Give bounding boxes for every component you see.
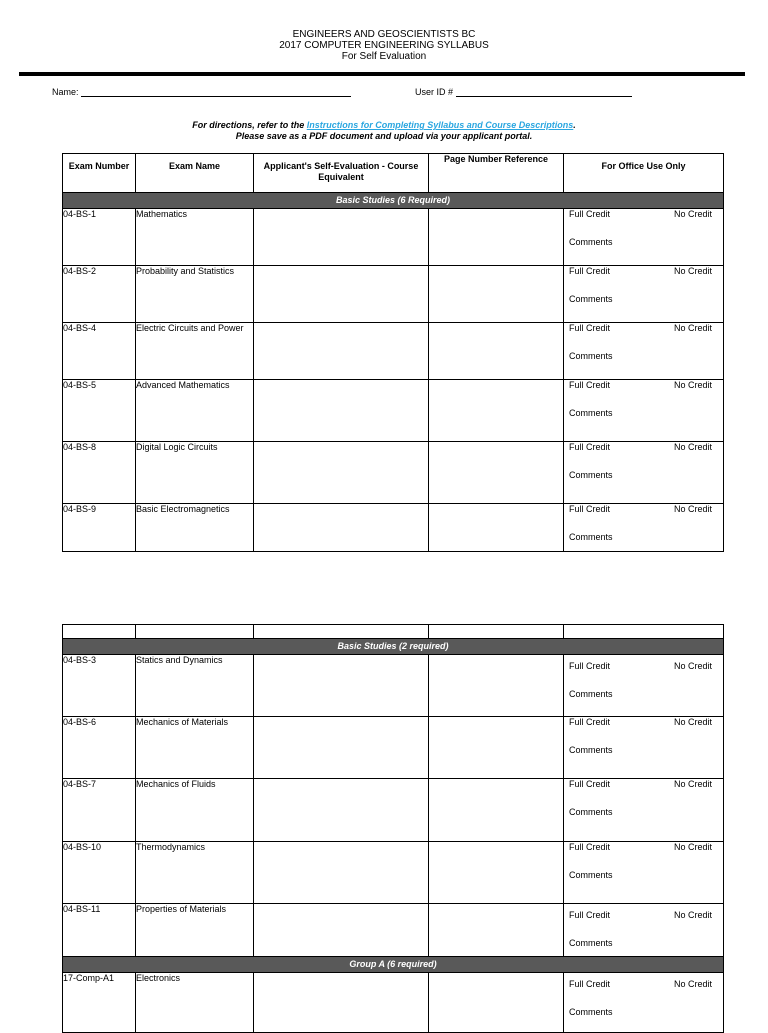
blank-cell (63, 625, 136, 639)
table-header-row (63, 154, 724, 193)
section-title: Group A (6 required) (63, 957, 724, 973)
no-credit-option[interactable]: No Credit (673, 842, 712, 852)
table-row (63, 323, 724, 380)
no-credit-option[interactable]: No Credit (673, 717, 712, 727)
no-credit-option[interactable]: No Credit (673, 910, 712, 920)
office-use-cell (564, 209, 724, 266)
directions-prefix: For directions, refer to the (192, 120, 307, 130)
comments-label: Comments (569, 237, 613, 247)
page-ref-cell[interactable] (429, 842, 564, 904)
exam-name: Electric Circuits and Power (136, 323, 254, 380)
page-ref-cell[interactable] (429, 655, 564, 717)
full-credit-option[interactable]: Full Credit (569, 266, 611, 276)
exam-number: 04-BS-7 (63, 779, 136, 842)
office-use-cell (564, 442, 724, 504)
self-eval-cell[interactable] (254, 266, 429, 323)
no-credit-option[interactable]: No Credit (673, 442, 712, 452)
exam-number: 04-BS-8 (63, 442, 136, 504)
exam-number: 04-BS-5 (63, 380, 136, 442)
no-credit-option[interactable]: No Credit (673, 380, 712, 390)
blank-cell (429, 625, 564, 639)
comments-label: Comments (569, 408, 613, 418)
office-use-cell (564, 779, 724, 842)
exam-number: 04-BS-11 (63, 904, 136, 957)
blank-cell (564, 625, 724, 639)
exam-name: Thermodynamics (136, 842, 254, 904)
exam-number: 04-BS-6 (63, 717, 136, 779)
page-ref-cell[interactable] (429, 504, 564, 552)
full-credit-option[interactable]: Full Credit (569, 380, 611, 390)
office-use-cell (564, 266, 724, 323)
self-eval-cell[interactable] (254, 779, 429, 842)
syllabus-title: 2017 COMPUTER ENGINEERING SYLLABUS (279, 40, 489, 51)
full-credit-option[interactable]: Full Credit (569, 209, 611, 219)
name-label: Name: (52, 87, 79, 97)
self-eval-cell[interactable] (254, 442, 429, 504)
col-page-ref: Page Number Reference (429, 154, 564, 193)
section-header (63, 193, 724, 209)
self-eval-cell[interactable] (254, 842, 429, 904)
table-row (63, 655, 724, 717)
directions (0, 120, 768, 142)
comments-label: Comments (569, 470, 613, 480)
syllabus-table-2 (62, 624, 724, 1033)
no-credit-option[interactable]: No Credit (673, 209, 712, 219)
exam-name: Mechanics of Fluids (136, 779, 254, 842)
section-header (63, 957, 724, 973)
self-eval-cell[interactable] (254, 655, 429, 717)
user-id-input-line[interactable] (456, 87, 632, 97)
comments-label: Comments (569, 870, 613, 880)
self-eval-cell[interactable] (254, 323, 429, 380)
page-ref-cell[interactable] (429, 904, 564, 957)
col-office: For Office Use Only (564, 154, 724, 193)
comments-label: Comments (569, 807, 613, 817)
exam-name: Advanced Mathematics (136, 380, 254, 442)
comments-label: Comments (569, 689, 613, 699)
section-title: Basic Studies (2 required) (63, 639, 724, 655)
page-ref-cell[interactable] (429, 266, 564, 323)
section2-rows (63, 655, 724, 957)
exam-number: 04-BS-9 (63, 504, 136, 552)
self-eval-cell[interactable] (254, 717, 429, 779)
office-use-cell (564, 323, 724, 380)
table-row (63, 779, 724, 842)
office-use-cell (564, 904, 724, 957)
col-exam-name: Exam Name (136, 154, 254, 193)
section1-rows (63, 209, 724, 552)
section-title: Basic Studies (6 Required) (63, 193, 724, 209)
full-credit-option[interactable]: Full Credit (569, 717, 611, 727)
org-name: ENGINEERS AND GEOSCIENTISTS BC (292, 29, 476, 40)
comments-label: Comments (569, 938, 613, 948)
blank-cell (254, 625, 429, 639)
exam-name: Mechanics of Materials (136, 717, 254, 779)
no-credit-option[interactable]: No Credit (673, 504, 712, 514)
full-credit-option[interactable]: Full Credit (569, 442, 611, 452)
page-ref-cell[interactable] (429, 779, 564, 842)
exam-name: Digital Logic Circuits (136, 442, 254, 504)
exam-number: 04-BS-2 (63, 266, 136, 323)
no-credit-option[interactable]: No Credit (673, 779, 712, 789)
table-row (63, 904, 724, 957)
self-eval-cell[interactable] (254, 209, 429, 266)
page-ref-cell[interactable] (429, 209, 564, 266)
syllabus-subtitle: For Self Evaluation (341, 51, 427, 62)
office-use-cell (564, 380, 724, 442)
exam-number: 04-BS-3 (63, 655, 136, 717)
instructions-link[interactable]: Instructions for Completing Syllabus and Course Descriptions (306, 120, 574, 130)
syllabus-table-1 (62, 153, 724, 552)
table-row (63, 380, 724, 442)
exam-name: Probability and Statistics (136, 266, 254, 323)
exam-number: 17-Comp-A1 (63, 973, 136, 1033)
comments-label: Comments (569, 1007, 613, 1017)
office-use-cell (564, 655, 724, 717)
comments-label: Comments (569, 745, 613, 755)
name-input-line[interactable] (81, 87, 351, 97)
full-credit-option[interactable]: Full Credit (569, 779, 611, 789)
exam-name: Electronics (136, 973, 254, 1033)
table-row (63, 266, 724, 323)
full-credit-option[interactable]: Full Credit (569, 323, 611, 333)
name-field[interactable] (52, 87, 351, 97)
full-credit-option[interactable]: Full Credit (569, 842, 611, 852)
blank-header-row (63, 625, 724, 639)
page-ref-cell[interactable] (429, 380, 564, 442)
table-row (63, 717, 724, 779)
section-header (63, 639, 724, 655)
no-credit-option[interactable]: No Credit (673, 323, 712, 333)
exam-name: Properties of Materials (136, 904, 254, 957)
table-row (63, 504, 724, 552)
no-credit-option[interactable]: No Credit (673, 266, 712, 276)
directions-suffix: . (573, 120, 576, 130)
exam-number: 04-BS-10 (63, 842, 136, 904)
table-row (63, 842, 724, 904)
office-use-cell (564, 842, 724, 904)
office-use-cell (564, 717, 724, 779)
col-self-eval: Applicant's Self-Evaluation - Course Equivalent (254, 154, 429, 193)
exam-name: Mathematics (136, 209, 254, 266)
col-exam-number: Exam Number (63, 154, 136, 193)
table-row (63, 209, 724, 266)
header-rule (19, 72, 745, 76)
no-credit-option[interactable]: No Credit (673, 979, 712, 989)
page-ref-cell[interactable] (429, 323, 564, 380)
self-eval-cell[interactable] (254, 904, 429, 957)
full-credit-option[interactable]: Full Credit (569, 661, 611, 671)
directions-line2: Please save as a PDF document and upload via your applicant portal. (235, 131, 533, 141)
comments-label: Comments (569, 532, 613, 542)
page-ref-cell[interactable] (429, 717, 564, 779)
full-credit-option[interactable]: Full Credit (569, 910, 611, 920)
table-row (63, 442, 724, 504)
exam-number: 04-BS-1 (63, 209, 136, 266)
exam-number: 04-BS-4 (63, 323, 136, 380)
user-id-field[interactable] (415, 87, 632, 97)
self-eval-cell[interactable] (254, 380, 429, 442)
full-credit-option[interactable]: Full Credit (569, 504, 611, 514)
self-eval-cell[interactable] (254, 504, 429, 552)
comments-label: Comments (569, 351, 613, 361)
user-id-label: User ID # (415, 87, 454, 97)
blank-cell (136, 625, 254, 639)
exam-name: Basic Electromagnetics (136, 504, 254, 552)
full-credit-option[interactable]: Full Credit (569, 979, 611, 989)
no-credit-option[interactable]: No Credit (673, 661, 712, 671)
page-ref-cell[interactable] (429, 442, 564, 504)
document-header (0, 29, 768, 62)
exam-name: Statics and Dynamics (136, 655, 254, 717)
office-use-cell (564, 504, 724, 552)
comments-label: Comments (569, 294, 613, 304)
